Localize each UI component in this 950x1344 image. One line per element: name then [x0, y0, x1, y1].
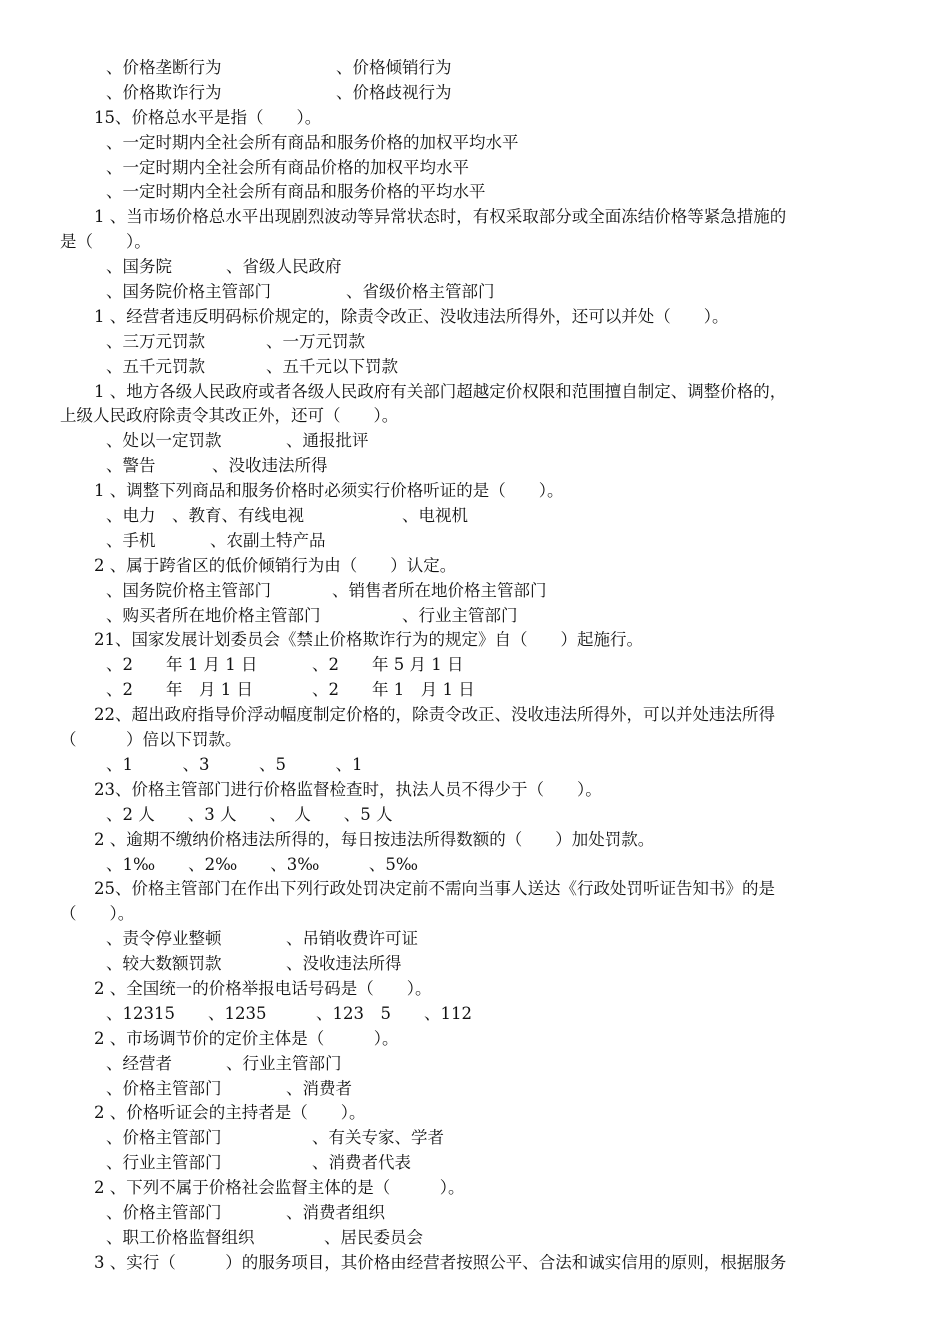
line-text: 2 、下列不属于价格社会监督主体的是（ ）。 — [94, 1178, 465, 1198]
option-line: 、国务院价格主管部门 、省级价格主管部门 — [60, 280, 900, 305]
option-line: 、警告 、没收违法所得 — [60, 454, 900, 479]
option-right: 、吊销收费许可证 — [286, 929, 418, 949]
question-line — [60, 703, 900, 728]
option-right: 、消费者 — [286, 1078, 352, 1098]
question-line — [60, 479, 900, 504]
exam-document — [60, 56, 900, 1276]
line-text: 2 、价格听证会的主持者是（ ）。 — [94, 1103, 366, 1123]
option-line: 、处以一定罚款 、通报批评 — [60, 429, 900, 454]
line-text: 2 、市场调节价的定价主体是（ ）。 — [94, 1028, 399, 1048]
question-line — [60, 1101, 900, 1126]
question-line — [60, 977, 900, 1002]
option-line: 、职工价格监督组织 、居民委员会 — [60, 1226, 900, 1251]
line-text: 21、国家发展计划委员会《禁止价格欺诈行为的规定》自（ ）起施行。 — [94, 630, 643, 650]
line-text: （ ）。 — [60, 904, 135, 924]
line-text: 、1‰ 、2‰ 、3‰ 、5‰ — [106, 854, 419, 874]
option-right: 、行业主管部门 — [226, 1053, 342, 1073]
question-continuation-line — [60, 230, 900, 255]
option-right: 、消费者代表 — [312, 1153, 411, 1173]
option-line — [60, 131, 900, 156]
option-line — [60, 180, 900, 205]
line-text: （ ）倍以下罚款。 — [60, 730, 242, 750]
line-text: 、1 、3 、5 、1 — [106, 754, 363, 774]
question-continuation-line — [60, 728, 900, 753]
option-line: 、2 年 月 1 日 、2 年 1 月 1 日 — [60, 678, 900, 703]
option-line: 、价格垄断行为 、价格倾销行为 — [60, 56, 900, 81]
line-text: 1 、地方各级人民政府或者各级人民政府有关部门超越定价权限和范围擅自制定、调整价格的， — [94, 381, 787, 401]
option-line: 、国务院价格主管部门 、销售者所在地价格主管部门 — [60, 579, 900, 604]
line-text: 1 、当市场价格总水平出现剧烈波动等异常状态时，有权采取部分或全面冻结价格等紧急措施的 — [94, 207, 787, 227]
question-line — [60, 778, 900, 803]
line-text: 1 、经营者违反明码标价规定的，除责令改正、没收违法所得外，还可以并处（ ）。 — [94, 306, 729, 326]
line-text: 、一定时期内全社会所有商品和服务价格的加权平均水平 — [106, 132, 519, 152]
line-text: 、一定时期内全社会所有商品和服务价格的平均水平 — [106, 182, 486, 202]
option-line: 、经营者 、行业主管部门 — [60, 1052, 900, 1077]
option-right: 、电视机 — [402, 506, 468, 526]
line-text: 25、价格主管部门在作出下列行政处罚决定前不需向当事人送达《行政处罚听证告知书》的是 — [94, 879, 775, 899]
question-line — [60, 877, 900, 902]
question-line — [60, 1251, 900, 1276]
question-line — [60, 628, 900, 653]
question-line — [60, 828, 900, 853]
option-right: 、2 年 1 月 1 日 — [312, 680, 475, 700]
option-right: 、行业主管部门 — [402, 605, 518, 625]
option-line — [60, 156, 900, 181]
option-line: 、手机 、农副土特产品 — [60, 529, 900, 554]
option-line: 、2 年 1 月 1 日 、2 年 5 月 1 日 — [60, 653, 900, 678]
question-line — [60, 305, 900, 330]
line-text: 2 、属于跨省区的低价倾销行为由（ ）认定。 — [94, 555, 457, 575]
option-line — [60, 1002, 900, 1027]
line-text: 2 、全国统一的价格举报电话号码是（ ）。 — [94, 978, 432, 998]
option-line: 、五千元罚款 、五千元以下罚款 — [60, 355, 900, 380]
option-line — [60, 853, 900, 878]
line-text: 是（ ）。 — [60, 232, 151, 252]
question-line — [60, 380, 900, 405]
option-line: 、价格主管部门 、有关专家、学者 — [60, 1126, 900, 1151]
line-text: 23、价格主管部门进行价格监督检查时，执法人员不得少于（ ）。 — [94, 779, 602, 799]
option-line: 、电力 、教育、有线电视 、电视机 — [60, 504, 900, 529]
option-line: 、国务院 、省级人民政府 — [60, 255, 900, 280]
option-line: 、较大数额罚款 、没收违法所得 — [60, 952, 900, 977]
line-text: 上级人民政府除责令其改正外，还可（ ）。 — [60, 406, 399, 426]
option-line: 、责令停业整顿 、吊销收费许可证 — [60, 927, 900, 952]
option-line: 、价格欺诈行为 、价格歧视行为 — [60, 81, 900, 106]
option-line: 、价格主管部门 、消费者 — [60, 1077, 900, 1102]
option-right: 、价格歧视行为 — [336, 82, 452, 102]
option-right: 、2 年 5 月 1 日 — [312, 655, 464, 675]
option-line: 、行业主管部门 、消费者代表 — [60, 1151, 900, 1176]
option-right: 、一万元罚款 — [266, 331, 365, 351]
option-line: 、价格主管部门 、消费者组织 — [60, 1201, 900, 1226]
option-right: 、农副土特产品 — [210, 530, 326, 550]
option-line: 、三万元罚款 、一万元罚款 — [60, 330, 900, 355]
question-continuation-line — [60, 902, 900, 927]
question-line — [60, 1027, 900, 1052]
option-line: 、购买者所在地价格主管部门 、行业主管部门 — [60, 604, 900, 629]
line-text: 、一定时期内全社会所有商品价格的加权平均水平 — [106, 157, 469, 177]
option-right: 、销售者所在地价格主管部门 — [332, 580, 547, 600]
option-line — [60, 753, 900, 778]
question-line — [60, 554, 900, 579]
line-text: 、2 人 、3 人 、 人 、5 人 — [106, 804, 393, 824]
option-right: 、消费者组织 — [286, 1202, 385, 1222]
option-right: 、没收违法所得 — [286, 954, 402, 974]
option-right: 、居民委员会 — [324, 1227, 423, 1247]
line-text: 、12315 、1235 、123 5 、112 — [106, 1003, 472, 1023]
option-right: 、没收违法所得 — [212, 456, 328, 476]
question-line — [60, 106, 900, 131]
option-right: 、省级人民政府 — [226, 257, 342, 277]
line-text: 2 、逾期不缴纳价格违法所得的，每日按违法所得数额的（ ）加处罚款。 — [94, 829, 655, 849]
line-text: 22、超出政府指导价浮动幅度制定价格的，除责令改正、没收违法所得外，可以并处违法所得 — [94, 705, 775, 725]
question-line — [60, 1176, 900, 1201]
line-text: 3 、实行（ ）的服务项目，其价格由经营者按照公平、合法和诚实信用的原则，根据服务 — [94, 1252, 787, 1272]
option-right: 、五千元以下罚款 — [266, 356, 398, 376]
question-line — [60, 205, 900, 230]
option-line — [60, 803, 900, 828]
option-right: 、有关专家、学者 — [312, 1128, 444, 1148]
line-text: 15、价格总水平是指（ ）。 — [94, 107, 322, 127]
option-right: 、通报批评 — [286, 431, 369, 451]
option-right: 、价格倾销行为 — [336, 58, 452, 77]
question-continuation-line — [60, 404, 900, 429]
line-text: 1 、调整下列商品和服务价格时必须实行价格听证的是（ ）。 — [94, 481, 564, 501]
option-right: 、省级价格主管部门 — [346, 282, 495, 302]
